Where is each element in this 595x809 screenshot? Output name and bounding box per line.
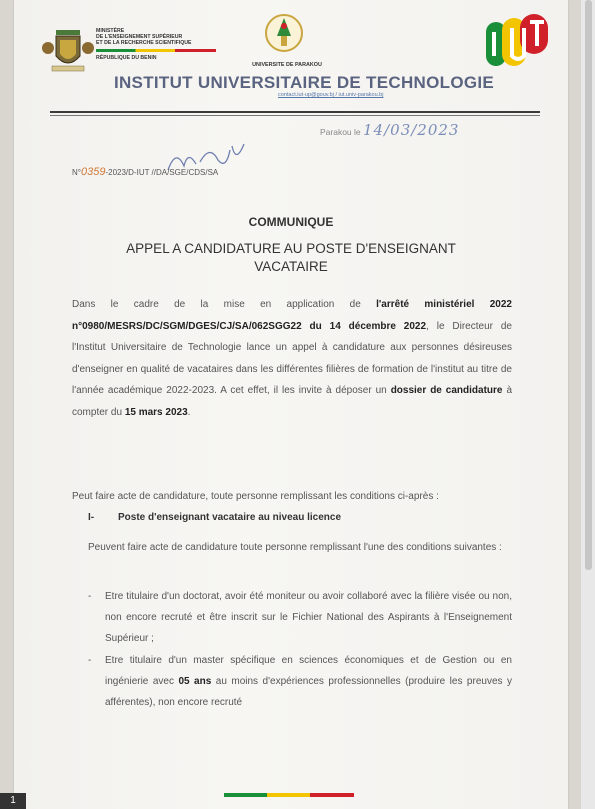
document-page bbox=[14, 0, 568, 809]
communique-title: COMMUNIQUE bbox=[248, 215, 334, 229]
ministry-line-3: ET DE LA RECHERCHE SCIENTIFIQUE bbox=[96, 40, 192, 47]
university-label: UNIVERSITE DE PARAKOU bbox=[252, 62, 322, 68]
benin-coat-of-arms-icon bbox=[42, 26, 94, 74]
ministry-block bbox=[96, 28, 216, 61]
benin-flag-stripe bbox=[96, 49, 216, 52]
p1-start-date: 15 mars 2023 bbox=[124, 406, 188, 418]
ref-prefix: N° bbox=[72, 168, 81, 177]
ministry-line-2: DE L'ENSEIGNEMENT SUPÉRIEUR bbox=[96, 34, 183, 41]
ref-handwritten-number: 0359 bbox=[80, 166, 106, 178]
paragraph-intro bbox=[72, 294, 512, 423]
subject-heading: APPEL A CANDIDATURE AU POSTE D'ENSEIGNANT VACATAIRE bbox=[126, 241, 456, 274]
p1-text-a: Dans le cadre de la mise en application de bbox=[72, 299, 377, 310]
section-number: I- bbox=[88, 512, 95, 523]
bullet-text-1: Etre titulaire d'un doctorat, avoir été moniteur ou avoir collaboré avec la filière visée ou non, non encore recruté et être inscrit sur le Fichier National des Aspirants à l'Enseignement Supérieur ; bbox=[105, 591, 512, 644]
paragraph-section-intro: Peuvent faire acte de candidature toute personne remplissant l'une des conditions suivantes : bbox=[88, 542, 502, 553]
p1-text-c: , le Directeur de l'Institut Universitaire de Technologie lance un appel à candidature aux personnes désireuses d'enseigner en qualité de vacataires dans les différentes filières de formation de l'institut au titre de l'année académique 2022-2023. A cet effet, il les invite à déposer un bbox=[72, 320, 512, 396]
scrollbar-thumb[interactable] bbox=[585, 0, 592, 570]
institute-title: INSTITUT UNIVERSITAIRE DE TECHNOLOGIE bbox=[113, 73, 495, 92]
footer-flag-stripe bbox=[224, 793, 354, 797]
contact-link[interactable]: contact.iut-up@gouv.bj / iut.univ-parakou.bj bbox=[278, 92, 384, 98]
iut-logo-icon bbox=[484, 12, 552, 70]
place-label: Parakou le bbox=[320, 127, 361, 137]
conditions-list bbox=[88, 586, 512, 714]
header-rule-thin bbox=[50, 115, 540, 116]
university-seal-icon bbox=[264, 12, 304, 54]
p1-text-g: . bbox=[187, 406, 191, 418]
bullet-text-2a: Etre titulaire d'un master spécifique en sciences économiques et de Gestion ou en ingénierie avec bbox=[105, 655, 512, 687]
p1-text-e: à compter du bbox=[72, 385, 513, 418]
list-item bbox=[88, 586, 512, 649]
section-heading bbox=[88, 512, 341, 523]
bullet-text-2c: au moins d'expériences professionnelles (produire les preuves y afférentes), non encore recruté bbox=[105, 676, 512, 708]
bullet-years: 05 ans bbox=[178, 676, 212, 687]
place-date bbox=[320, 121, 459, 139]
handwritten-date: 14/03/2023 bbox=[363, 121, 460, 139]
scrollbar-track[interactable] bbox=[581, 0, 595, 809]
p1-dossier: dossier de candidature bbox=[390, 385, 503, 396]
section-title: Poste d'enseignant vacataire au niveau licence bbox=[118, 512, 342, 523]
ministry-line-1: MINISTÈRE bbox=[96, 28, 125, 34]
page-number-badge: 1 bbox=[0, 793, 26, 809]
bullet-dash: - bbox=[88, 655, 92, 666]
paragraph-conditions: Peut faire acte de candidature, toute personne remplissant les conditions ci-après : bbox=[72, 491, 439, 502]
list-item bbox=[88, 650, 512, 713]
republic-label: RÉPUBLIQUE DU BENIN bbox=[96, 54, 157, 61]
bullet-dash: - bbox=[88, 591, 92, 602]
p1-decree: l'arrêté ministériel 2022 n°0980/MESRS/DC/SGM/DGES/CJ/SA/062SGG22 du 14 décembre 2022 bbox=[72, 299, 512, 332]
reference-number bbox=[72, 166, 218, 178]
header-rule-thick bbox=[50, 111, 540, 113]
ref-code: -2023/D-IUT //DA/SGE/CDS/SA bbox=[105, 168, 219, 177]
